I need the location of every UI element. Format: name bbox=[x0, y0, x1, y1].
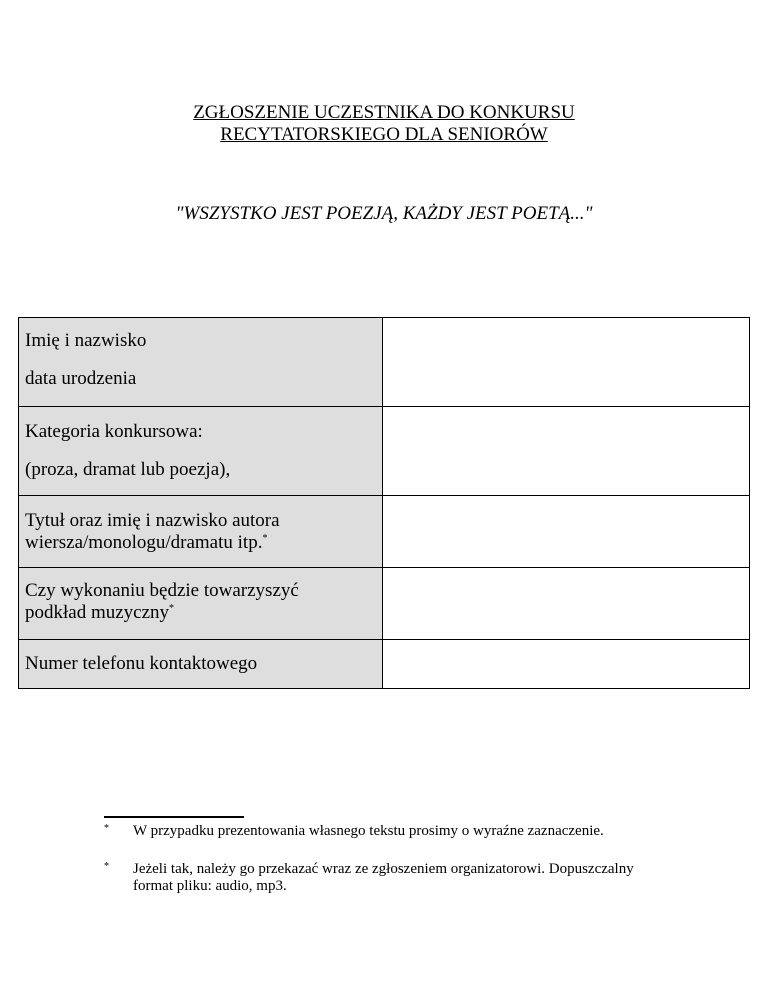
category-field[interactable] bbox=[383, 407, 750, 496]
name-label: Imię i nazwisko bbox=[25, 330, 147, 351]
application-form-table bbox=[18, 317, 750, 689]
label-cell bbox=[19, 407, 383, 496]
form-row-phone bbox=[19, 640, 750, 689]
footnote-marker: * bbox=[262, 533, 268, 544]
form-row-title-author bbox=[19, 496, 750, 568]
footnote-marker: * bbox=[169, 603, 175, 614]
category-label: Kategoria konkursowa: bbox=[25, 421, 203, 442]
form-title bbox=[0, 102, 768, 146]
form-row-name-birthdate bbox=[19, 318, 750, 407]
footnote-separator bbox=[104, 816, 244, 818]
phone-label: Numer telefonu kontaktowego bbox=[25, 653, 258, 674]
music-field[interactable] bbox=[383, 568, 750, 640]
title-author-label bbox=[25, 510, 376, 554]
footnote-mark: * bbox=[104, 823, 109, 834]
form-row-category bbox=[19, 407, 750, 496]
birthdate-label: data urodzenia bbox=[25, 368, 137, 389]
music-label-line-2: podkład muzyczny bbox=[25, 602, 170, 623]
title-line-2: RECYTATORSKIEGO DLA SENIORÓW bbox=[220, 124, 548, 145]
footnote-text: W przypadku prezentowania własnego tekstu prosimy o wyraźne zaznaczenie. bbox=[133, 823, 604, 839]
contest-motto: "WSZYSTKO JEST POEZJĄ, KAŻDY JEST POETĄ..." bbox=[175, 203, 593, 224]
name-birthdate-field[interactable] bbox=[383, 318, 750, 407]
footnote-2 bbox=[104, 861, 664, 895]
category-hint: (proza, dramat lub poezja), bbox=[25, 459, 231, 480]
label-cell bbox=[19, 318, 383, 407]
phone-field[interactable] bbox=[383, 640, 750, 689]
title-author-label-line-1: Tytuł oraz imię i nazwisko autora bbox=[25, 510, 280, 531]
form-row-music bbox=[19, 568, 750, 640]
music-label-line-1: Czy wykonaniu będzie towarzyszyć bbox=[25, 580, 299, 601]
label-cell bbox=[19, 640, 383, 689]
footnote-mark: * bbox=[104, 861, 109, 872]
label-cell bbox=[19, 496, 383, 568]
footnote-1 bbox=[104, 823, 664, 840]
title-author-label-line-2: wiersza/monologu/dramatu itp. bbox=[25, 532, 263, 553]
music-label bbox=[25, 580, 376, 624]
label-cell bbox=[19, 568, 383, 640]
title-line-1: ZGŁOSZENIE UCZESTNIKA DO KONKURSU bbox=[193, 102, 575, 123]
title-author-field[interactable] bbox=[383, 496, 750, 568]
footnote-text: Jeżeli tak, należy go przekazać wraz ze zgłoszeniem organizatorowi. Dopuszczalny format pliku: audio, mp3. bbox=[133, 861, 634, 894]
